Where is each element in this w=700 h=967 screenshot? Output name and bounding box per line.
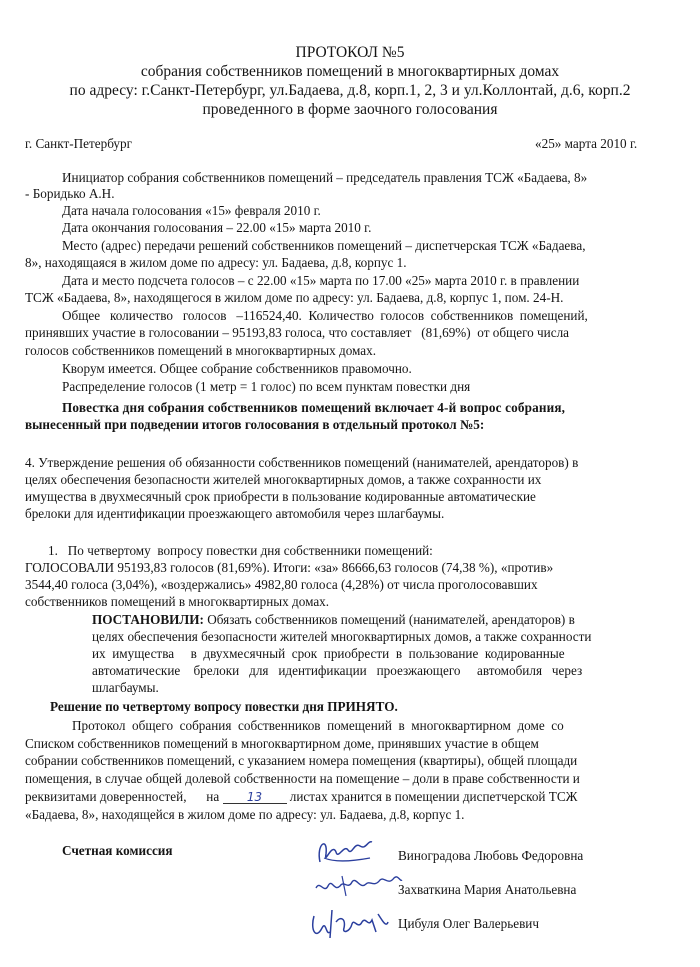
initiator-name: - Боридько А.Н. [25, 186, 115, 201]
storage-paragraph: Протокол общего собрания собственников помещений в многоквартирном доме со [72, 718, 564, 733]
signature-3-icon [306, 902, 392, 946]
vote-question: 1. По четвертому вопросу повестки дня собственники помещений: [48, 543, 433, 558]
total-votes: Общее количество голосов –116524,40. Количество голосов собственников помещений, [62, 308, 588, 323]
resolution-line3: их имущества в двухмесячный срок приобрести в пользование кодированные [92, 646, 565, 661]
resolution-line4: автоматические брелоки для идентификации проезжающего автомобиля через [92, 663, 583, 678]
quorum: Кворум имеется. Общее собрание собственников правомочно. [62, 361, 412, 376]
protocol-date: «25» марта 2010 г. [535, 136, 638, 151]
commission-member-3: Цибуля Олег Валерьевич [398, 916, 539, 931]
agenda-heading-cont: вынесенный при подведении итогов голосования в отдельный протокол №5: [25, 417, 485, 432]
agenda-item-line3: имущества в двухмесячный срок приобрести в пользование кодированные автоматические [25, 489, 536, 504]
resolution-line5: шлагбаумы. [92, 680, 159, 695]
storage-line2: Списком собственников помещений в многоквартирном доме, принявших участие в общем [25, 736, 539, 751]
storage-line4: помещения, в случае общей долевой собственности на помещение – доли в праве собственности и [25, 771, 580, 786]
resolution-line [92, 612, 575, 628]
submission-place-cont: 8», находящаяся в жилом доме по адресу: ул. Бадаева, д.8, корпус 1. [25, 255, 407, 270]
total-votes-cont: голосов собственников помещений в многоквартирных домах. [25, 343, 377, 358]
storage-line6: «Бадаева, 8», находящейся в жилом доме по адресу: ул. Бадаева, д.8, корпус 1. [25, 807, 465, 822]
commission-member-1: Виноградова Любовь Федоровна [398, 848, 584, 863]
decision: Решение по четвертому вопросу повестки дня ПРИНЯТО. [50, 699, 398, 714]
voting-end: Дата окончания голосования – 22.00 «15» марта 2010 г. [62, 220, 372, 235]
document-address: по адресу: г.Санкт-Петербург, ул.Бадаева, д.8, корп.1, 2, 3 и ул.Коллонтай, д.6, корп.2 [69, 82, 631, 99]
vote-results: ГОЛОСОВАЛИ 95193,83 голосов (81,69%). Итоги: «за» 86666,63 голосов (74,38 %), «против» [25, 560, 554, 575]
participating-votes: принявших участие в голосовании – 95193,83 голоса, что составляет (81,69%) от общего числа [25, 325, 570, 340]
commission-label: Счетная комиссия [62, 843, 173, 858]
initiator-line: Инициатор собрания собственников помещений – председатель правления ТСЖ «Бадаева, 8» [62, 170, 588, 185]
resolution-text: Обязать собственников помещений (нанимателей, арендаторов) в [203, 612, 575, 627]
document-title: ПРОТОКОЛ №5 [295, 44, 405, 61]
voting-start: Дата начала голосования «15» февраля 2010 г. [62, 203, 321, 218]
count-place: Дата и место подсчета голосов – с 22.00 «15» марта по 17.00 «25» марта 2010 г. в правлении [62, 273, 580, 288]
agenda-item-line2: целях обеспечения безопасности жителей многоквартирных домов, а также сохранности их [25, 472, 542, 487]
submission-place: Место (адрес) передачи решений собственников помещений – диспетчерская ТСЖ «Бадаева, [62, 238, 586, 253]
storage-sheets-before: реквизитами доверенностей, на [25, 789, 223, 804]
count-place-cont: ТСЖ «Бадаева, 8», находящегося в жилом доме по адресу: ул. Бадаева, д.8, корпус 1, пом. 24-Н. [25, 290, 564, 305]
storage-sheets-after: листах хранится в помещении диспетчерской ТСЖ [286, 789, 578, 804]
storage-line5 [25, 789, 577, 805]
vote-results-end: собственников помещений в многоквартирных домах. [25, 594, 330, 609]
storage-line3: собрании собственников помещений, с указанием номера помещения (квартиры), общей площади [25, 753, 578, 768]
document-subtitle: собрания собственников помещений в многоквартирных домах [140, 63, 560, 80]
resolution-label: ПОСТАНОВИЛИ: [92, 612, 204, 627]
sheets-count: 13 [223, 791, 287, 804]
agenda-item: 4. Утверждение решения об обязанности собственников помещений (нанимателей, арендаторов) в [25, 455, 579, 470]
vote-results-cont: 3544,40 голоса (3,04%), «воздержались» 4982,80 голоса (4,28%) от числа проголосовавших [25, 577, 538, 592]
vote-distribution: Распределение голосов (1 метр = 1 голос) по всем пунктам повестки дня [62, 379, 471, 394]
document-form: проведенного в форме заочного голосования [202, 101, 498, 118]
agenda-heading: Повестка дня собрания собственников помещений включает 4-й вопрос собрания, [62, 400, 566, 415]
signature-2-icon [312, 868, 404, 906]
agenda-item-line4: брелоки для идентификации проезжающего автомобиля через шлагбаумы. [25, 506, 445, 521]
city: г. Санкт-Петербург [25, 136, 132, 151]
commission-member-2: Захваткина Мария Анатольевна [398, 882, 577, 897]
resolution-line2: целях обеспечения безопасности жителей многоквартирных домов, а также сохранности [92, 629, 592, 644]
